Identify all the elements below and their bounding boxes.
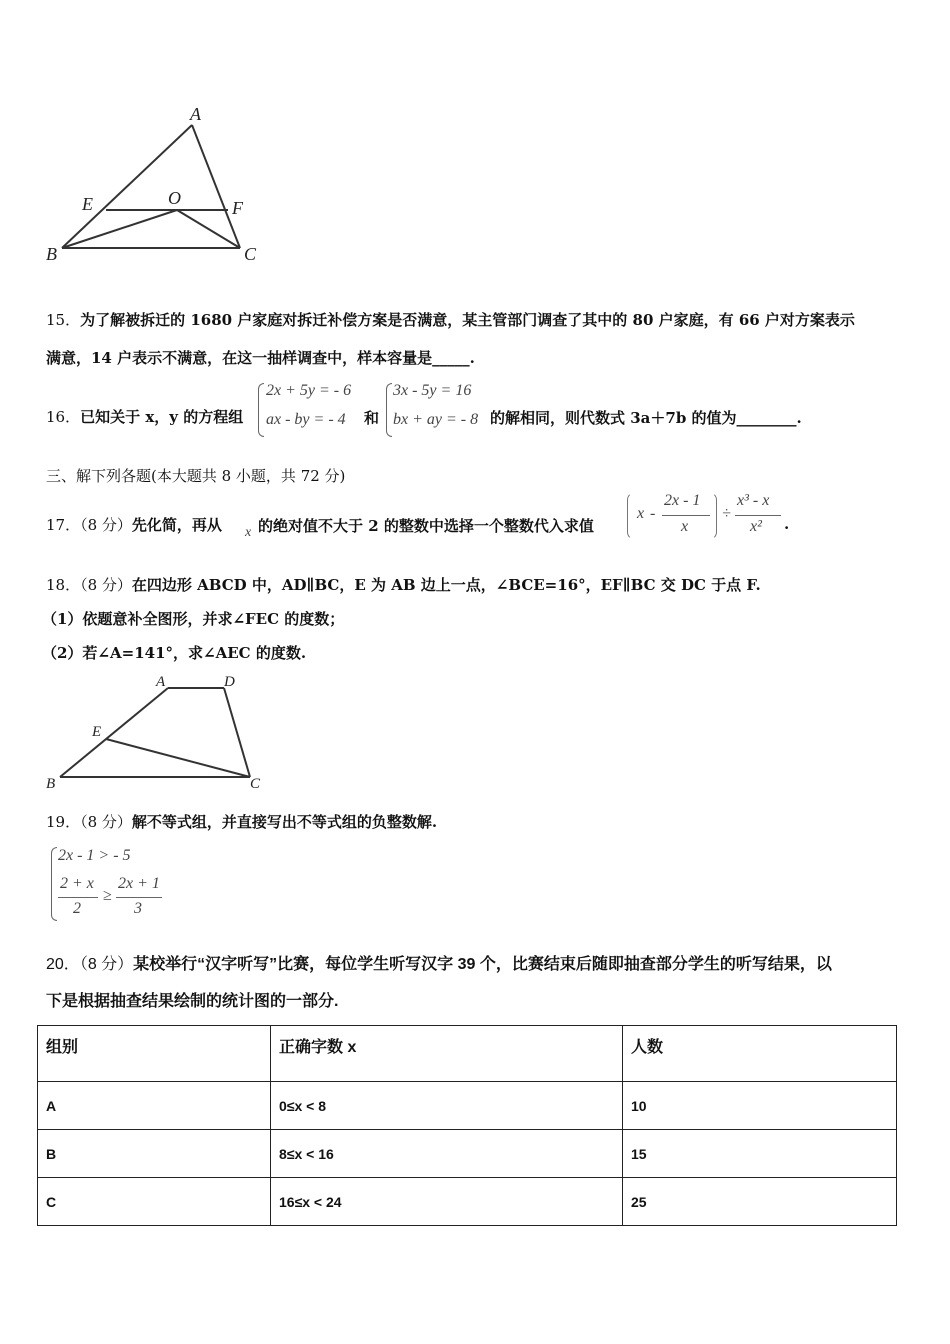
q17-num: 2x - 1 — [664, 492, 701, 509]
header-group: 组别 — [38, 1026, 271, 1082]
q16-brace-1 — [258, 383, 264, 437]
q20-score: （8 分） — [79, 956, 134, 973]
label-f: F — [232, 198, 243, 218]
label-o: O — [168, 188, 181, 208]
q18-text: 在四边形 ABCD 中，AD∥BC，E 为 AB 边上一点，∠BCE=16°，EF∥BC 交 DC 于点 F. — [131, 576, 761, 594]
q16-number: 16． — [46, 408, 81, 426]
q17-x: x — [637, 505, 645, 522]
q17-num2: x³ - x — [737, 492, 770, 509]
cell-range: 0≤x < 8 — [271, 1082, 623, 1130]
cell-count: 25 — [623, 1178, 897, 1226]
q16-sys1-eq1: 2x + 5y = - 6 — [266, 382, 352, 399]
q20-line2: 下是根据抽查结果绘制的统计图的一部分. — [46, 993, 339, 1010]
label-c: C — [250, 776, 261, 792]
table-row — [38, 1082, 897, 1130]
q17-div: ÷ — [722, 505, 731, 522]
q19-frac-line-left — [58, 897, 98, 898]
question-18 — [46, 575, 761, 595]
cell-count: 15 — [623, 1130, 897, 1178]
q17-score: （8 分） — [80, 516, 132, 534]
table-row — [38, 1130, 897, 1178]
q20-number: 20． — [46, 956, 80, 973]
label-a: A — [190, 104, 201, 124]
cell-group: C — [38, 1178, 271, 1226]
header-people: 人数 — [623, 1026, 897, 1082]
q19-number: 19． — [46, 813, 81, 831]
q18-score: （8 分） — [80, 576, 132, 594]
q16-sys2-eq2: bx + ay = - 8 — [393, 411, 479, 428]
question-15 — [46, 310, 855, 330]
cell-range: 8≤x < 16 — [271, 1130, 623, 1178]
segment-ab — [60, 688, 168, 777]
q18-number: 18． — [46, 576, 81, 594]
quadrilateral-figure — [40, 668, 270, 793]
label-e: E — [82, 194, 93, 214]
section-3-title: 三、解下列各题(本大题共 8 小题，共 72 分) — [46, 467, 346, 485]
q19-frac-line-right — [116, 897, 162, 898]
label-e: E — [92, 724, 102, 740]
q16-and: 和 — [364, 409, 380, 427]
table-row — [38, 1178, 897, 1226]
q16-sys1-eq2: ax - by = - 4 — [266, 411, 346, 428]
cell-count: 10 — [623, 1082, 897, 1130]
label-c: C — [244, 244, 257, 264]
segment-ec — [106, 739, 250, 777]
q17-minus: - — [650, 505, 656, 522]
segment-bo — [62, 210, 177, 248]
cell-range: 16≤x < 24 — [271, 1178, 623, 1226]
q15-line1: 为了解被拆迁的 1680 户家庭对拆迁补偿方案是否满意，某主管部门调查了其中的 80 户家庭，有 66 户对方案表示 — [80, 311, 855, 329]
q20-line1: 某校举行“汉字听写”比赛，每位学生听写汉字 39 个，比赛结束后随即抽查部分学生的听写结果，以 — [133, 956, 832, 973]
q19-ineq2-lden: 2 — [73, 900, 81, 917]
question-20 — [46, 955, 832, 975]
stats-table — [37, 1025, 897, 1226]
q19-ineq2-rel: ≥ — [103, 887, 112, 904]
label-b: B — [46, 776, 56, 792]
q17-den: x — [681, 518, 689, 535]
q17-text1: 先化简，再从 — [131, 516, 222, 534]
q17-den2: x² — [750, 518, 762, 535]
q19-text: 解不等式组，并直接写出不等式组的负整数解. — [131, 813, 438, 831]
q17-var-x: x — [245, 525, 252, 540]
question-16 — [46, 407, 243, 427]
q19-ineq2-rden: 3 — [134, 900, 142, 917]
label-d: D — [224, 674, 235, 690]
q16-suffix: 的解相同，则代数式 3a＋7b 的值为________. — [490, 409, 802, 427]
q19-ineq2-rnum: 2x + 1 — [118, 875, 160, 892]
question-19 — [46, 812, 437, 832]
table-header-row — [38, 1026, 897, 1082]
q17-frac-line-1 — [662, 515, 710, 516]
q16-sys2-eq1: 3x - 5y = 16 — [393, 382, 472, 399]
cell-group: A — [38, 1082, 271, 1130]
header-correct-count: 正确字数 x — [271, 1026, 623, 1082]
q16-brace-2 — [386, 383, 392, 437]
q17-end: . — [784, 515, 790, 533]
q17-frac-line-2 — [735, 515, 781, 516]
q19-ineq1: 2x - 1 > - 5 — [58, 847, 131, 864]
q17-text2: 的绝对值不大于 2 的整数中选择一个整数代入求值 — [258, 517, 594, 535]
cell-group: B — [38, 1130, 271, 1178]
label-a: A — [156, 674, 166, 690]
q19-ineq2-lnum: 2 + x — [60, 875, 94, 892]
q17-number: 17． — [46, 516, 81, 534]
segment-dc — [224, 688, 250, 777]
segment-ac — [192, 125, 240, 248]
segment-ab — [62, 125, 192, 248]
q18-part1: （1）依题意补全图形，并求∠FEC 的度数； — [42, 610, 345, 628]
question-17 — [46, 515, 222, 535]
q19-score: （8 分） — [80, 813, 132, 831]
q19-brace — [51, 847, 57, 921]
label-b: B — [46, 244, 57, 264]
q15-number: 15． — [46, 311, 81, 329]
triangle-figure — [40, 100, 280, 270]
q15-line2: 满意，14 户表示不满意，在这一抽样调查中，样本容量是_____. — [46, 349, 475, 367]
q16-prefix: 已知关于 x，y 的方程组 — [80, 408, 244, 426]
segment-oc — [177, 210, 240, 248]
q18-part2: （2）若∠A=141°，求∠AEC 的度数. — [42, 644, 307, 662]
